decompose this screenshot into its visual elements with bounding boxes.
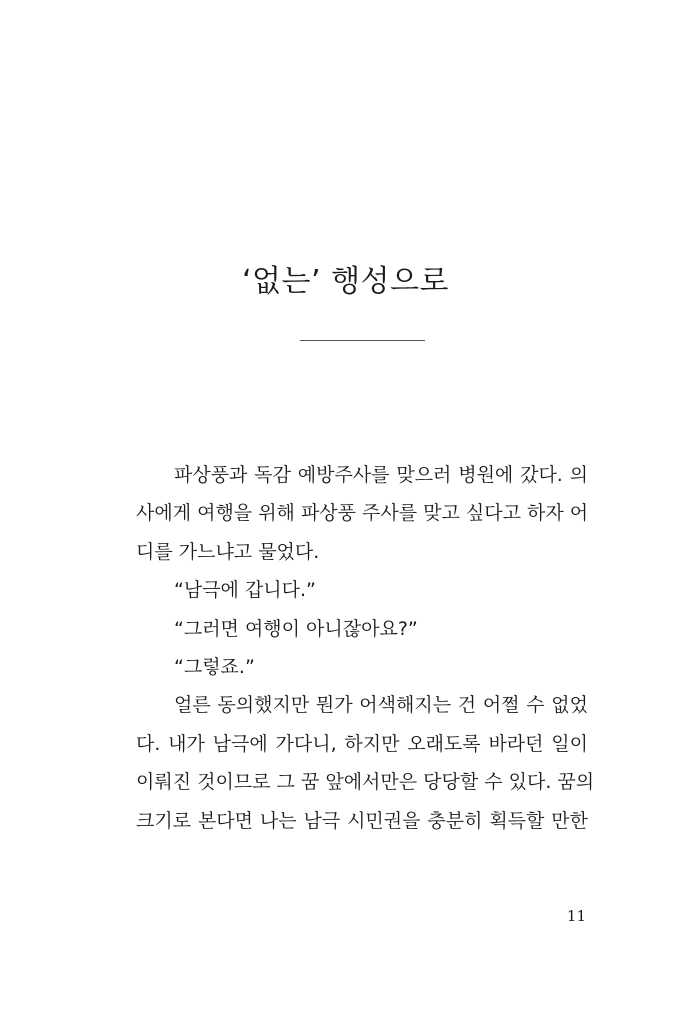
title-divider <box>300 340 425 341</box>
dialogue-line: “그렇죠.” <box>174 655 255 678</box>
text-line: 디를 가느냐고 물었다. <box>136 540 320 563</box>
text-line: 사에게 여행을 위해 파상풍 주사를 맞고 싶다고 하자 어 <box>136 502 589 525</box>
dialogue-line: “남극에 갑니다.” <box>174 579 316 602</box>
text-line: 얼른 동의했지만 뭔가 어색해지는 건 어쩔 수 없었 <box>174 694 588 717</box>
page-number: 11 <box>566 907 586 925</box>
paragraph-2 <box>136 686 595 840</box>
text-line: 다. 내가 남극에 가다니, 하지만 오래도록 바라던 일이 <box>136 732 588 755</box>
text-line: 이뤄진 것이므로 그 꿈 앞에서만은 당당할 수 있다. 꿈의 <box>136 771 595 794</box>
body-text <box>136 456 595 840</box>
text-line: 파상풍과 독감 예방주사를 맞으러 병원에 갔다. 의 <box>174 464 588 486</box>
chapter-title: ‘없는’ 행성으로 <box>242 264 449 299</box>
paragraph-1 <box>136 456 588 571</box>
text-line: 크기로 본다면 나는 남극 시민권을 충분히 획득할 만한 <box>136 809 588 832</box>
dialogue-line: “그러면 여행이 아니잖아요?” <box>174 617 418 640</box>
